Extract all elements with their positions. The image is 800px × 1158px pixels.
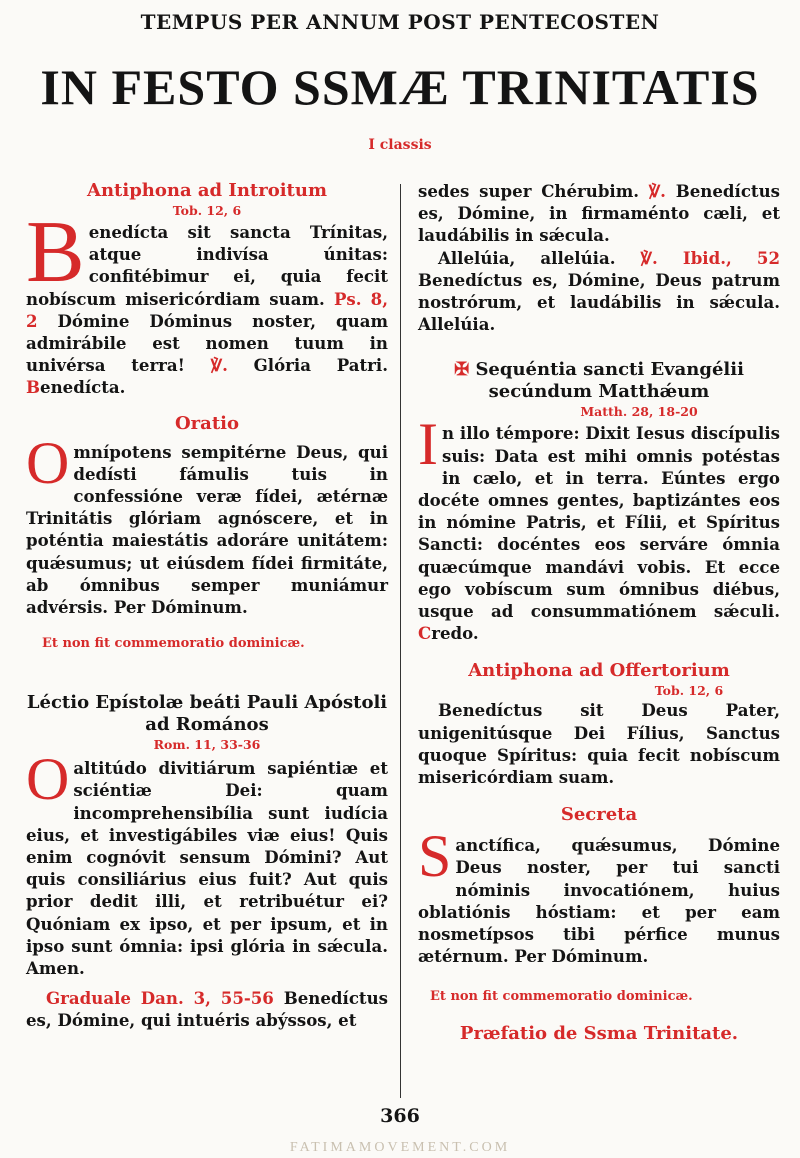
- introit-heading: Antiphona ad Introitum: [86, 180, 327, 201]
- secreta-body: anctífica, quǽsumus, Dómine Deus noster, per tui sancti nóminis invocatiónem, huius oblatiónis hóstiam: et per eam nosmetípsos tibi pérfice munus ætérnum. Per Dóminum.: [418, 835, 780, 967]
- watermark: FATIMAMOVEMENT.COM: [289, 1140, 511, 1155]
- oratio-drop-cap: O: [26, 429, 70, 496]
- gospel-ref: Matth. 28, 18-20: [580, 404, 698, 420]
- preface-line: Præfatio de Ssma Trinitate.: [459, 1023, 739, 1045]
- alleluia-versicle-ref: ℣. Ibid., 52: [640, 247, 780, 268]
- versicle-symbol: ℣.: [210, 355, 228, 376]
- gospel-heading: [418, 359, 780, 403]
- gospel-section: [418, 359, 780, 644]
- oratio-text: [26, 429, 388, 619]
- alleluia-2: Benedíctus es, Dómine, Deus patrum nostrórum, et laudábilis in sǽcula. Allelúia.: [418, 269, 780, 335]
- offertory-text: Benedíctus sit Deus Pater, unigenitúsque Dei Fílius, Sanctus quoque Spíritus: quia fecit nobíscum misericórdiam suam.: [418, 700, 780, 788]
- epistle-heading: Léctio Epístolæ beáti Pauli Apóstoli ad Romános: [26, 692, 388, 736]
- introit-antiphon: enedícta sit sancta Trínitas, atque indivísa únitas: confitébimur ei, quia fecit nobíscum misericórdiam suam.: [26, 222, 388, 309]
- right-rubric: Et non fit commemoratio dominicæ.: [430, 989, 693, 1005]
- credo-initial: C: [418, 623, 432, 644]
- gradual-label: Graduale Dan. 3, 55-56: [46, 988, 274, 1009]
- gospel-body: n illo témpore: Dixit Iesus discípulis suis: Data est mihi omnis potéstas in cælo, et in terra. Eúntes ergo docéte omnes gentes, baptizántes eos in nómine Patris, et Fílii, et Spíritus Sancti: docéntes eos serváre ómnia quæcúmque mandávi vobis. Et ecce ego vobíscum sum ómnibus diébus, usque ad consummatiónem sǽculi.: [418, 423, 780, 622]
- cross-icon: ✠: [454, 359, 470, 381]
- offertory-section: [418, 660, 780, 788]
- secreta-drop-cap: S: [418, 823, 452, 890]
- oratio-body: mnípotens sempitérne Deus, qui dedísti fámulis tuis in confessióne veræ fídei, ætérnæ Trinitátis glóriam agnóscere, et in poténtia maiestátis adoráre unitátem: quǽsumus; ut eiúsdem fídei firmitáte, ab ómnibus semper muniámur advérsis. Per Dóminum.: [26, 441, 388, 618]
- versicle-symbol: ℣.: [648, 181, 666, 201]
- secreta-section: [418, 804, 780, 967]
- feast-rank: I classis: [368, 137, 432, 153]
- credo-rest: redo.: [431, 623, 479, 644]
- gradual-cont-1: sedes super Chérubim.: [418, 181, 649, 201]
- gospel-heading-text: Sequéntia sancti Evangélii secúndum Matthǽum: [475, 359, 744, 403]
- offertory-ref: Tob. 12, 6: [654, 683, 724, 699]
- alleluia-text: [418, 247, 780, 336]
- left-column: [26, 180, 388, 1032]
- epistle-drop-cap: O: [26, 746, 70, 813]
- gradual-continuation: [418, 180, 780, 247]
- secreta-heading: Secreta: [560, 804, 638, 826]
- oratio-section: [26, 413, 388, 619]
- oratio-heading: Oratio: [175, 412, 239, 434]
- running-head: TEMPUS PER ANNUM POST PENTECOSTEN: [140, 10, 660, 34]
- column-divider: [400, 184, 401, 1098]
- introit-repeat-rest: enedícta.: [40, 377, 126, 398]
- gradual-body: Benedíctus es, Dómine, qui intuéris abýssos, et: [26, 988, 388, 1031]
- right-column: [418, 180, 780, 1045]
- alleluia-1: Allelúia, allelúia.: [438, 247, 641, 268]
- epistle-ref: Rom. 11, 33-36: [153, 737, 261, 753]
- left-rubric: Et non fit commemoratio dominicæ.: [42, 636, 305, 652]
- gradual-text: [26, 987, 388, 1031]
- gospel-drop-cap: I: [418, 411, 438, 478]
- page-number: 366: [380, 1105, 420, 1127]
- introit-psalm-ref: Ps. 8, 2: [26, 288, 388, 331]
- introit-gloria: Glória Patri.: [227, 355, 388, 376]
- gradual-cont-2: Benedíctus es, Dómine, in firmaménto cæli, et laudábilis in sǽcula.: [418, 181, 780, 246]
- epistle-section: [26, 692, 388, 979]
- introit-psalm: Dómine Dóminus noster, quam admirábile est nomen tuum in univérsa terra!: [26, 310, 388, 376]
- introit-section: [26, 180, 388, 399]
- introit-drop-cap: B: [26, 204, 85, 301]
- offertory-heading: Antiphona ad Offertorium: [468, 660, 730, 682]
- epistle-body: altitúdo divitiárum sapiéntiæ et sciéntiæ Dei: quam incomprehensibília sunt iudícia eius, et investigábiles viæ eius! Quis enim cognóvit sensum Dómini? Aut quis consiliárius eius fuit? Aut quis prior dedit illi, et retribuétur ei? Quóniam ex ipso, et per ipsum, et in ipso sunt ómnia: ipsi glória in sǽcula. Amen.: [26, 758, 388, 979]
- introit-repeat-initial: B: [26, 377, 41, 398]
- epistle-text: [26, 746, 388, 979]
- feast-title: IN FESTO SSMÆ TRINITATIS: [40, 59, 760, 115]
- secreta-text: [418, 823, 780, 967]
- introit-ref: Tob. 12, 6: [172, 203, 242, 218]
